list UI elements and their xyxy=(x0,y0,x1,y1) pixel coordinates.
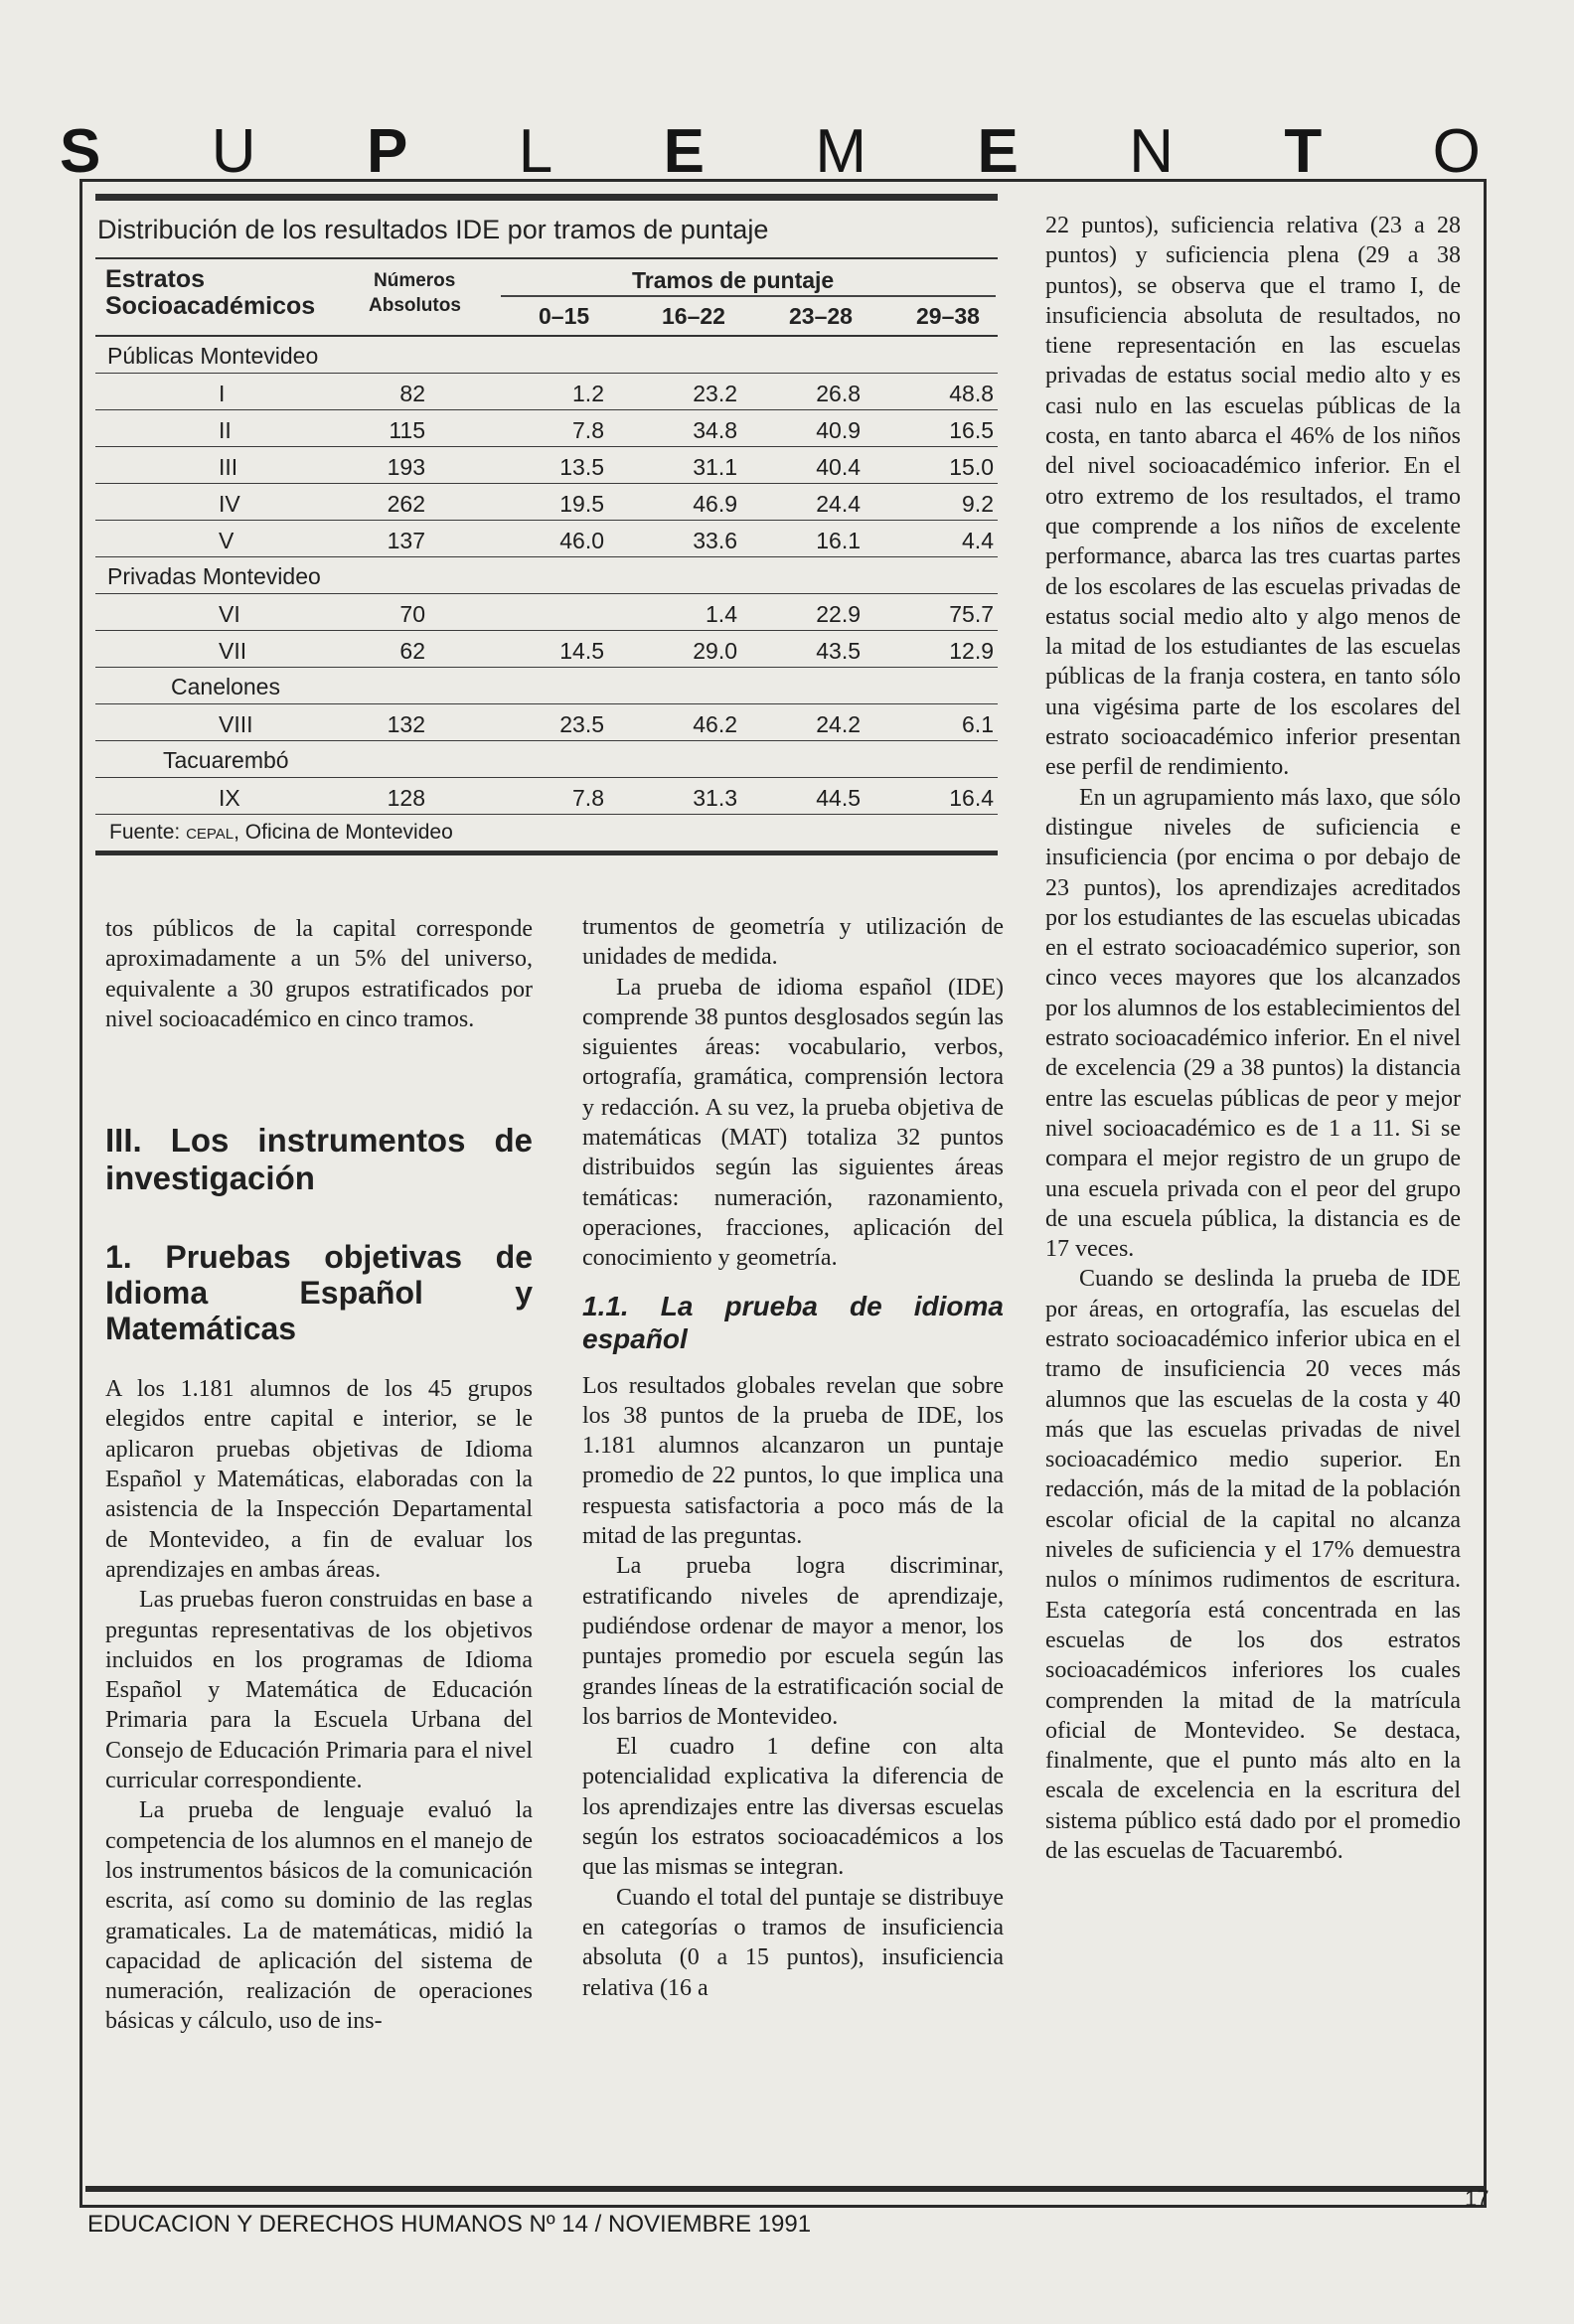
masthead-letter: E xyxy=(977,117,1019,186)
cell-stratum: II xyxy=(219,417,232,443)
table-row xyxy=(95,484,998,521)
masthead-letter: M xyxy=(815,117,867,186)
header-estratos: Estratos xyxy=(105,265,206,293)
cell-value: 31.1 xyxy=(693,454,737,480)
table-row xyxy=(95,521,998,557)
cell-value: 46.2 xyxy=(693,711,737,737)
cell-stratum: I xyxy=(219,381,226,406)
cell-value: 33.6 xyxy=(693,528,737,553)
table-row xyxy=(95,447,998,484)
cell-value: 4.4 xyxy=(962,528,994,553)
masthead-letter: S xyxy=(60,117,101,186)
table-title: Distribución de los resultados IDE por tramos de puntaje xyxy=(97,215,769,244)
cell-count: 262 xyxy=(387,491,425,517)
col3-paragraph-1: 22 puntos), suficiencia relativa (23 a 28 puntos) y suficiencia plena (29 a 38 puntos), se observa que el tramo I, de insuficiencia absoluta de resultados, no tiene representación en las escuelas privadas de estatus social medio alto y es casi nulo en las escuelas públicas de la costa, en tanto abarca el 46% de los niños del nivel socioacadémico inferior. En el otro extremo de los resultados, el tramo que comprende a los niños de excelente performance, abarca las tres cuartas partes de los escolares de las escuelas privadas de estatus social medio alto y algo menos de la mitad de los estudiantes de las escuelas públicas de la franja costera, en tanto sólo una vigésima parte de los escolares del estrato socioacadémico inferior presentan ese perfil de rendimiento. xyxy=(1045,213,1461,781)
cell-count: 70 xyxy=(399,601,425,627)
col2-paragraph-5: El cuadro 1 define con alta potencialidad explicativa la diferencia de los aprendizajes entre las diversas escuelas según los estratos socioacadémicos a los que las mismas se integran. xyxy=(582,1734,1004,1881)
cell-value: 43.5 xyxy=(816,638,861,664)
tramos-underline xyxy=(501,295,996,297)
header-tramo-0-15: 0–15 xyxy=(539,303,590,329)
cell-stratum: III xyxy=(219,454,238,480)
cell-value: 23.2 xyxy=(693,381,737,406)
column-1 xyxy=(105,914,533,2037)
masthead-letter: T xyxy=(1284,117,1323,186)
table-row xyxy=(95,778,998,815)
group-name: Canelones xyxy=(171,674,280,699)
header-tramo-29-38: 29–38 xyxy=(916,303,980,329)
cell-value: 16.4 xyxy=(949,785,994,811)
masthead-letter: U xyxy=(211,117,256,186)
col2-paragraph-6: Cuando el total del puntaje se distribuye en categorías o tramos de insuficiencia absoluta (0 a 15 puntos), insuficiencia relativa (16 a xyxy=(582,1884,1004,2001)
cell-value: 24.2 xyxy=(816,711,861,737)
masthead xyxy=(60,117,1481,186)
col3-paragraph-3: Cuando se deslinda la prueba de IDE por áreas, en ortografía, las escuelas del estrato socioacadémico inferior ubica en el tramo de insuficiencia 20 veces más alumnos que las escuelas de la costa y 40 más que las escuelas privadas de nivel socioacadémico medio superior. En redacción, más de la mitad de la población escolar oficial de la capital no alcanza niveles de suficiencia y el 17% demuestra nulos o mínimos rudimentos de escritura. Esta categoría está concentrada en las escuelas de los dos estratos socioacadémicos inferiores los cuales comprenden la mitad de la matrícula oficial de Montevideo. Se destaca, finalmente, que el punto más alto en la escala de excelencia en la escritura del sistema público está dado por el promedio de las escuelas de Tacuarembó. xyxy=(1045,1266,1461,1865)
table-row xyxy=(95,374,998,410)
cell-value: 6.1 xyxy=(962,711,994,737)
col1-paragraph-4: La prueba de lenguaje evaluó la competencia de los alumnos en el manejo de los instrumentos básicos de la comunicación escrita, así como su dominio de las reglas gramaticales. La de matemáticas, midió la capacidad de aplicación del sistema de numeración, realización de operaciones básicas y cálculo, uso de ins- xyxy=(105,1797,533,2035)
header-tramo-16-22: 16–22 xyxy=(662,303,725,329)
cell-value: 1.4 xyxy=(706,601,737,627)
header-tramos: Tramos de puntaje xyxy=(632,267,835,293)
cell-stratum: IV xyxy=(219,491,240,517)
cell-value: 16.5 xyxy=(949,417,994,443)
cell-stratum: VIII xyxy=(219,711,253,737)
cell-value: 9.2 xyxy=(962,491,994,517)
col2-paragraph-4: La prueba logra discriminar, estratificando niveles de aprendizaje, pudiéndose ordenar de mayor a menor, los puntajes promedio por escuela según las grandes líneas de la estratificación social de los barrios de Montevideo. xyxy=(582,1553,1004,1730)
cell-value: 1.2 xyxy=(572,381,604,406)
table-top-rule xyxy=(95,194,998,201)
cell-value: 46.0 xyxy=(559,528,604,553)
cell-count: 115 xyxy=(389,417,425,443)
cell-value: 15.0 xyxy=(949,454,994,480)
col1-paragraph-1: tos públicos de la capital corresponde aproximadamente a un 5% del universo, equivalente a 30 grupos estratificados por nivel socioacadémico en cinco tramos. xyxy=(105,916,533,1032)
table-group-row xyxy=(95,557,998,594)
cell-value: 40.9 xyxy=(816,417,861,443)
cell-count: 82 xyxy=(399,381,425,406)
group-name: Tacuarembó xyxy=(163,747,289,773)
cell-value: 46.9 xyxy=(693,491,737,517)
cell-stratum: VI xyxy=(219,601,240,627)
masthead-letter: P xyxy=(366,117,408,186)
col3-paragraph-2: En un agrupamiento más laxo, que sólo distingue niveles de suficiencia e insuficiencia (por encima o por debajo de 23 puntos), los aprendizajes acreditados por los estudiantes de las escuelas ubicadas en el estrato socioacadémico superior, son cinco veces mayores que los alcanzados por los alumnos de los establecimientos del estrato socioacadémico inferior. En el nivel de excelencia (29 a 38 puntos) la distancia entre las escuelas públicas de peor y mejor nivel socioacadémico es de 1 a 11. Si se compara el mejor registro de un grupo de una escuela privada con el peor del grupo de una escuela pública, la distancia es de 17 veces. xyxy=(1045,784,1461,1263)
cell-count: 193 xyxy=(387,454,425,480)
cell-value: 34.8 xyxy=(693,417,737,443)
table-group-row xyxy=(95,337,998,374)
cell-value: 75.7 xyxy=(949,601,994,627)
cell-stratum: IX xyxy=(219,785,240,811)
cell-count: 132 xyxy=(387,711,425,737)
cell-value: 40.4 xyxy=(816,454,861,480)
header-tramo-23-28: 23–28 xyxy=(789,303,853,329)
header-socioacademicos: Socioacadémicos xyxy=(105,292,316,320)
cell-count: 128 xyxy=(387,785,425,811)
source-rest: , Oficina de Montevideo xyxy=(234,821,453,844)
cell-value: 24.4 xyxy=(816,491,861,517)
table-source xyxy=(95,815,998,851)
cell-value: 19.5 xyxy=(559,491,604,517)
table-row xyxy=(95,410,998,447)
col1-paragraph-3: Las pruebas fueron construidas en base a preguntas representativas de los objetivos incluidos en los programas de Idioma Español y Matemática de Educación Primaria para la Escuela Urbana del Consejo de Educación Primaria para el nivel curricular correspondiente. xyxy=(105,1587,533,1794)
table-header xyxy=(95,259,998,335)
header-numeros: Números xyxy=(374,270,456,291)
cell-value: 22.9 xyxy=(816,601,861,627)
col2-paragraph-3: Los resultados globales revelan que sobre los 38 puntos de la prueba de IDE, los 1.181 alumnos alcanzaron un puntaje promedio de 22 puntos, lo que implica una respuesta satisfactoria a poco más de la mitad de las preguntas. xyxy=(582,1372,1004,1550)
column-2 xyxy=(582,912,1004,2003)
page-number: 17 xyxy=(1465,2186,1490,2211)
masthead-letter: N xyxy=(1129,117,1174,186)
cell-value: 16.1 xyxy=(816,528,861,553)
cell-value: 7.8 xyxy=(572,417,604,443)
col1-paragraph-2: A los 1.181 alumnos de los 45 grupos elegidos entre capital e interior, se le aplicaron pruebas objetivas de Idioma Español y Matemáticas, elaboradas con la asistencia de la Inspección Departamental de Montevideo, a fin de evaluar los aprendizajes en ambas áreas. xyxy=(105,1376,533,1583)
col2-paragraph-2: La prueba de idioma español (IDE) comprende 38 puntos desglosados según las siguientes áreas: vocabulario, verbos, ortografía, gramática, comprensión lectora y redacción. A su vez, la prueba objetiva de matemáticas (MAT) totaliza 32 puntos distribuidos según las siguientes áreas temáticas: numeración, razonamiento, operaciones, fracciones, aplicación del conocimiento y geometría. xyxy=(582,974,1004,1272)
cell-count: 62 xyxy=(399,638,425,664)
cell-value: 7.8 xyxy=(572,785,604,811)
table-bottom-rule xyxy=(95,851,998,855)
table-row xyxy=(95,594,998,631)
table-group-row xyxy=(95,668,998,704)
cell-stratum: VII xyxy=(219,638,247,664)
header-absolutos: Absolutos xyxy=(369,295,461,316)
masthead-letter: L xyxy=(518,117,553,186)
source-abbr: CEPAL xyxy=(186,826,235,843)
masthead-letter: E xyxy=(663,117,705,186)
footer-publication: EDUCACION Y DERECHOS HUMANOS Nº 14 / NOVIEMBRE 1991 xyxy=(87,2211,812,2238)
cell-value: 48.8 xyxy=(949,381,994,406)
group-name: Privadas Montevideo xyxy=(107,563,321,589)
cell-value: 29.0 xyxy=(693,638,737,664)
table-group-row xyxy=(95,741,998,778)
table-body xyxy=(95,337,998,815)
cell-value: 12.9 xyxy=(949,638,994,664)
cell-value: 23.5 xyxy=(559,711,604,737)
source-label: Fuente: xyxy=(109,821,187,844)
table-row xyxy=(95,704,998,741)
cell-value: 13.5 xyxy=(559,454,604,480)
cell-value: 14.5 xyxy=(559,638,604,664)
masthead-letter: O xyxy=(1432,117,1481,186)
column-3 xyxy=(1045,211,1461,1866)
results-table xyxy=(95,194,998,855)
cell-stratum: V xyxy=(219,528,235,553)
subsubsection-heading: 1.1. La prueba de idioma español xyxy=(582,1290,1004,1354)
cell-value: 31.3 xyxy=(693,785,737,811)
col2-paragraph-1: trumentos de geometría y utilización de unidades de medida. xyxy=(582,914,1004,971)
group-name: Públicas Montevideo xyxy=(107,343,319,369)
table-row xyxy=(95,631,998,668)
footer-rule xyxy=(85,2186,1487,2192)
cell-count: 137 xyxy=(387,528,425,553)
subsection-heading: 1. Pruebas objetivas de Idioma Español y Matemáticas xyxy=(105,1239,533,1347)
cell-value: 26.8 xyxy=(816,381,861,406)
section-heading: III. Los instrumentos de investigación xyxy=(105,1122,533,1197)
cell-value: 44.5 xyxy=(816,785,861,811)
